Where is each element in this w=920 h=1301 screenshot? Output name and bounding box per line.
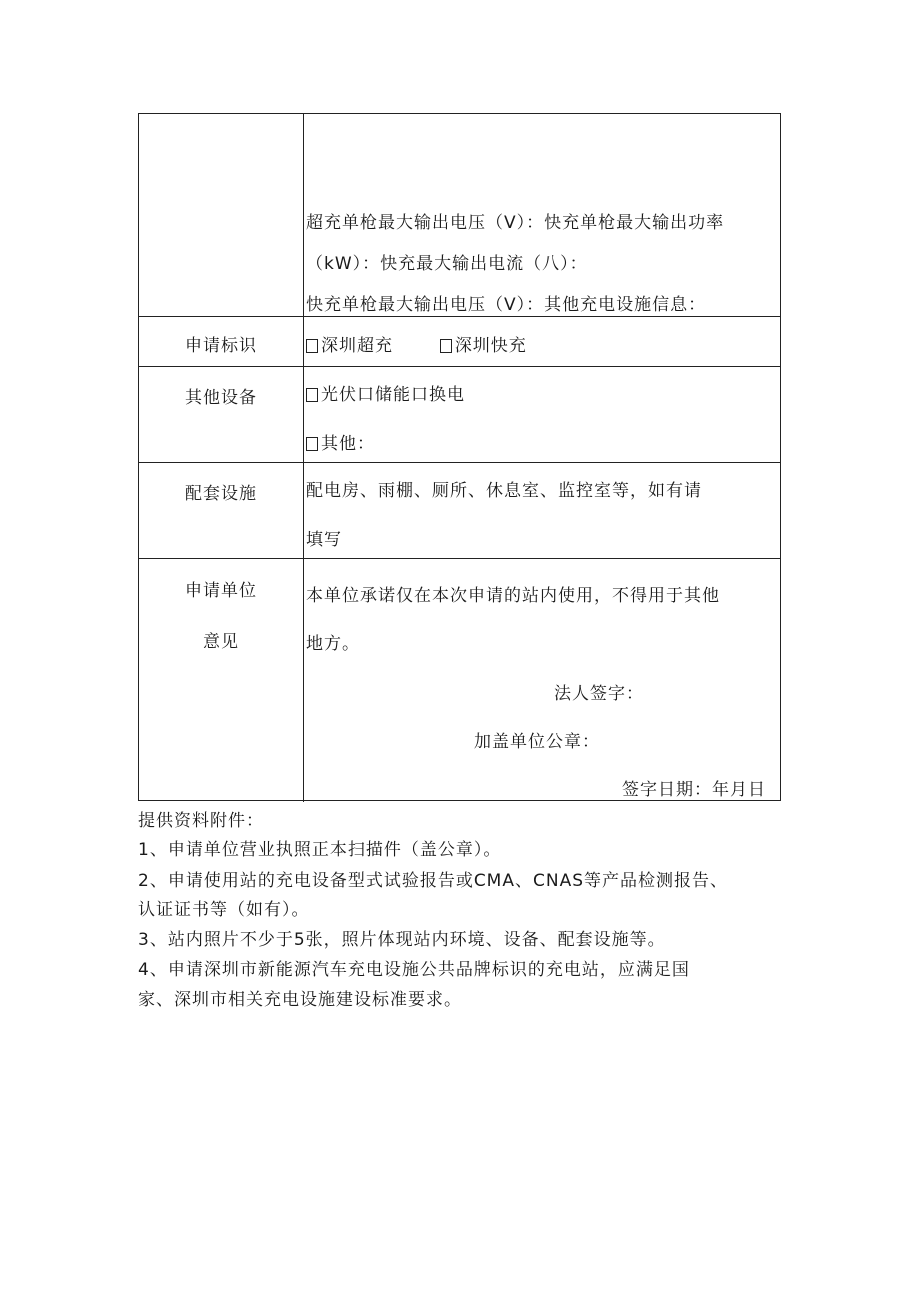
checkbox-shenzhen-super-charge[interactable] [306,339,318,353]
checkbox-other[interactable] [306,437,318,451]
applicant-opinion-label-2: 意见 [203,632,239,652]
checkbox-shenzhen-fast-charge[interactable] [440,339,452,353]
attachment-item-1: 1、申请单位营业执照正本扫描件（盖公章）。 [138,840,502,860]
other-equipment-label: 其他设备 [185,388,257,408]
supporting-facilities-label: 配套设施 [185,484,257,504]
column-divider [303,317,304,366]
supporting-facilities-row [139,463,780,559]
attachment-item-4-line-2: 家、深圳市相关充电设施建设标准要求。 [138,990,462,1010]
other-equipment-line-2: 其他： [306,429,375,454]
application-form-table [138,113,781,801]
column-divider [303,463,304,558]
apply-mark-label: 申请标识 [185,336,257,356]
option-shenzhen-fast-charge: 深圳快充 [454,336,527,356]
other-equipment-row [139,367,780,463]
attachment-item-4-line-1: 4、申请深圳市新能源汽车充电设施公共品牌标识的充电站，应满足国 [138,960,690,980]
checkbox-photovoltaic[interactable] [306,388,318,402]
opinion-text-line-2: 地方。 [306,634,360,654]
company-seal-field: 加盖单位公章： [474,732,600,752]
specs-line-1: 超充单枪最大输出电压（V）：快充单枪最大输出功率 [306,213,725,233]
other-equipment-line-1: 光伏口储能口换电 [306,380,465,405]
legal-signature-field: 法人签字： [554,684,644,704]
column-divider [303,559,304,802]
attachments-title: 提供资料附件： [138,811,264,831]
attachment-item-2-line-1: 2、申请使用站的充电设备型式试验报告或CMA、CNAS等产品检测报告、 [138,871,728,891]
attachment-item-2-line-2: 认证证书等（如有）。 [138,900,310,920]
apply-mark-options [306,331,527,356]
option-shenzhen-super-charge: 深圳超充 [321,336,393,356]
specs-line-2: （kW）：快充最大输出电流（八）： [306,254,588,274]
supporting-facilities-line-2: 填写 [306,530,342,550]
column-divider [303,114,304,316]
apply-mark-row [139,317,780,367]
supporting-facilities-line-1: 配电房、雨棚、厕所、休息室、监控室等，如有请 [306,481,702,501]
opinion-text-line-1: 本单位承诺仅在本次申请的站内使用，不得用于其他 [306,586,720,606]
attachment-item-3: 3、站内照片不少于5张，照片体现站内环境、设备、配套设施等。 [138,930,666,950]
specs-row [139,114,780,317]
applicant-opinion-row [139,559,780,802]
signature-date-field: 签字日期：年月日 [622,780,766,800]
applicant-opinion-label-1: 申请单位 [185,581,257,601]
column-divider [303,367,304,462]
specs-line-3: 快充单枪最大输出电压（V）：其他充电设施信息： [306,295,707,315]
